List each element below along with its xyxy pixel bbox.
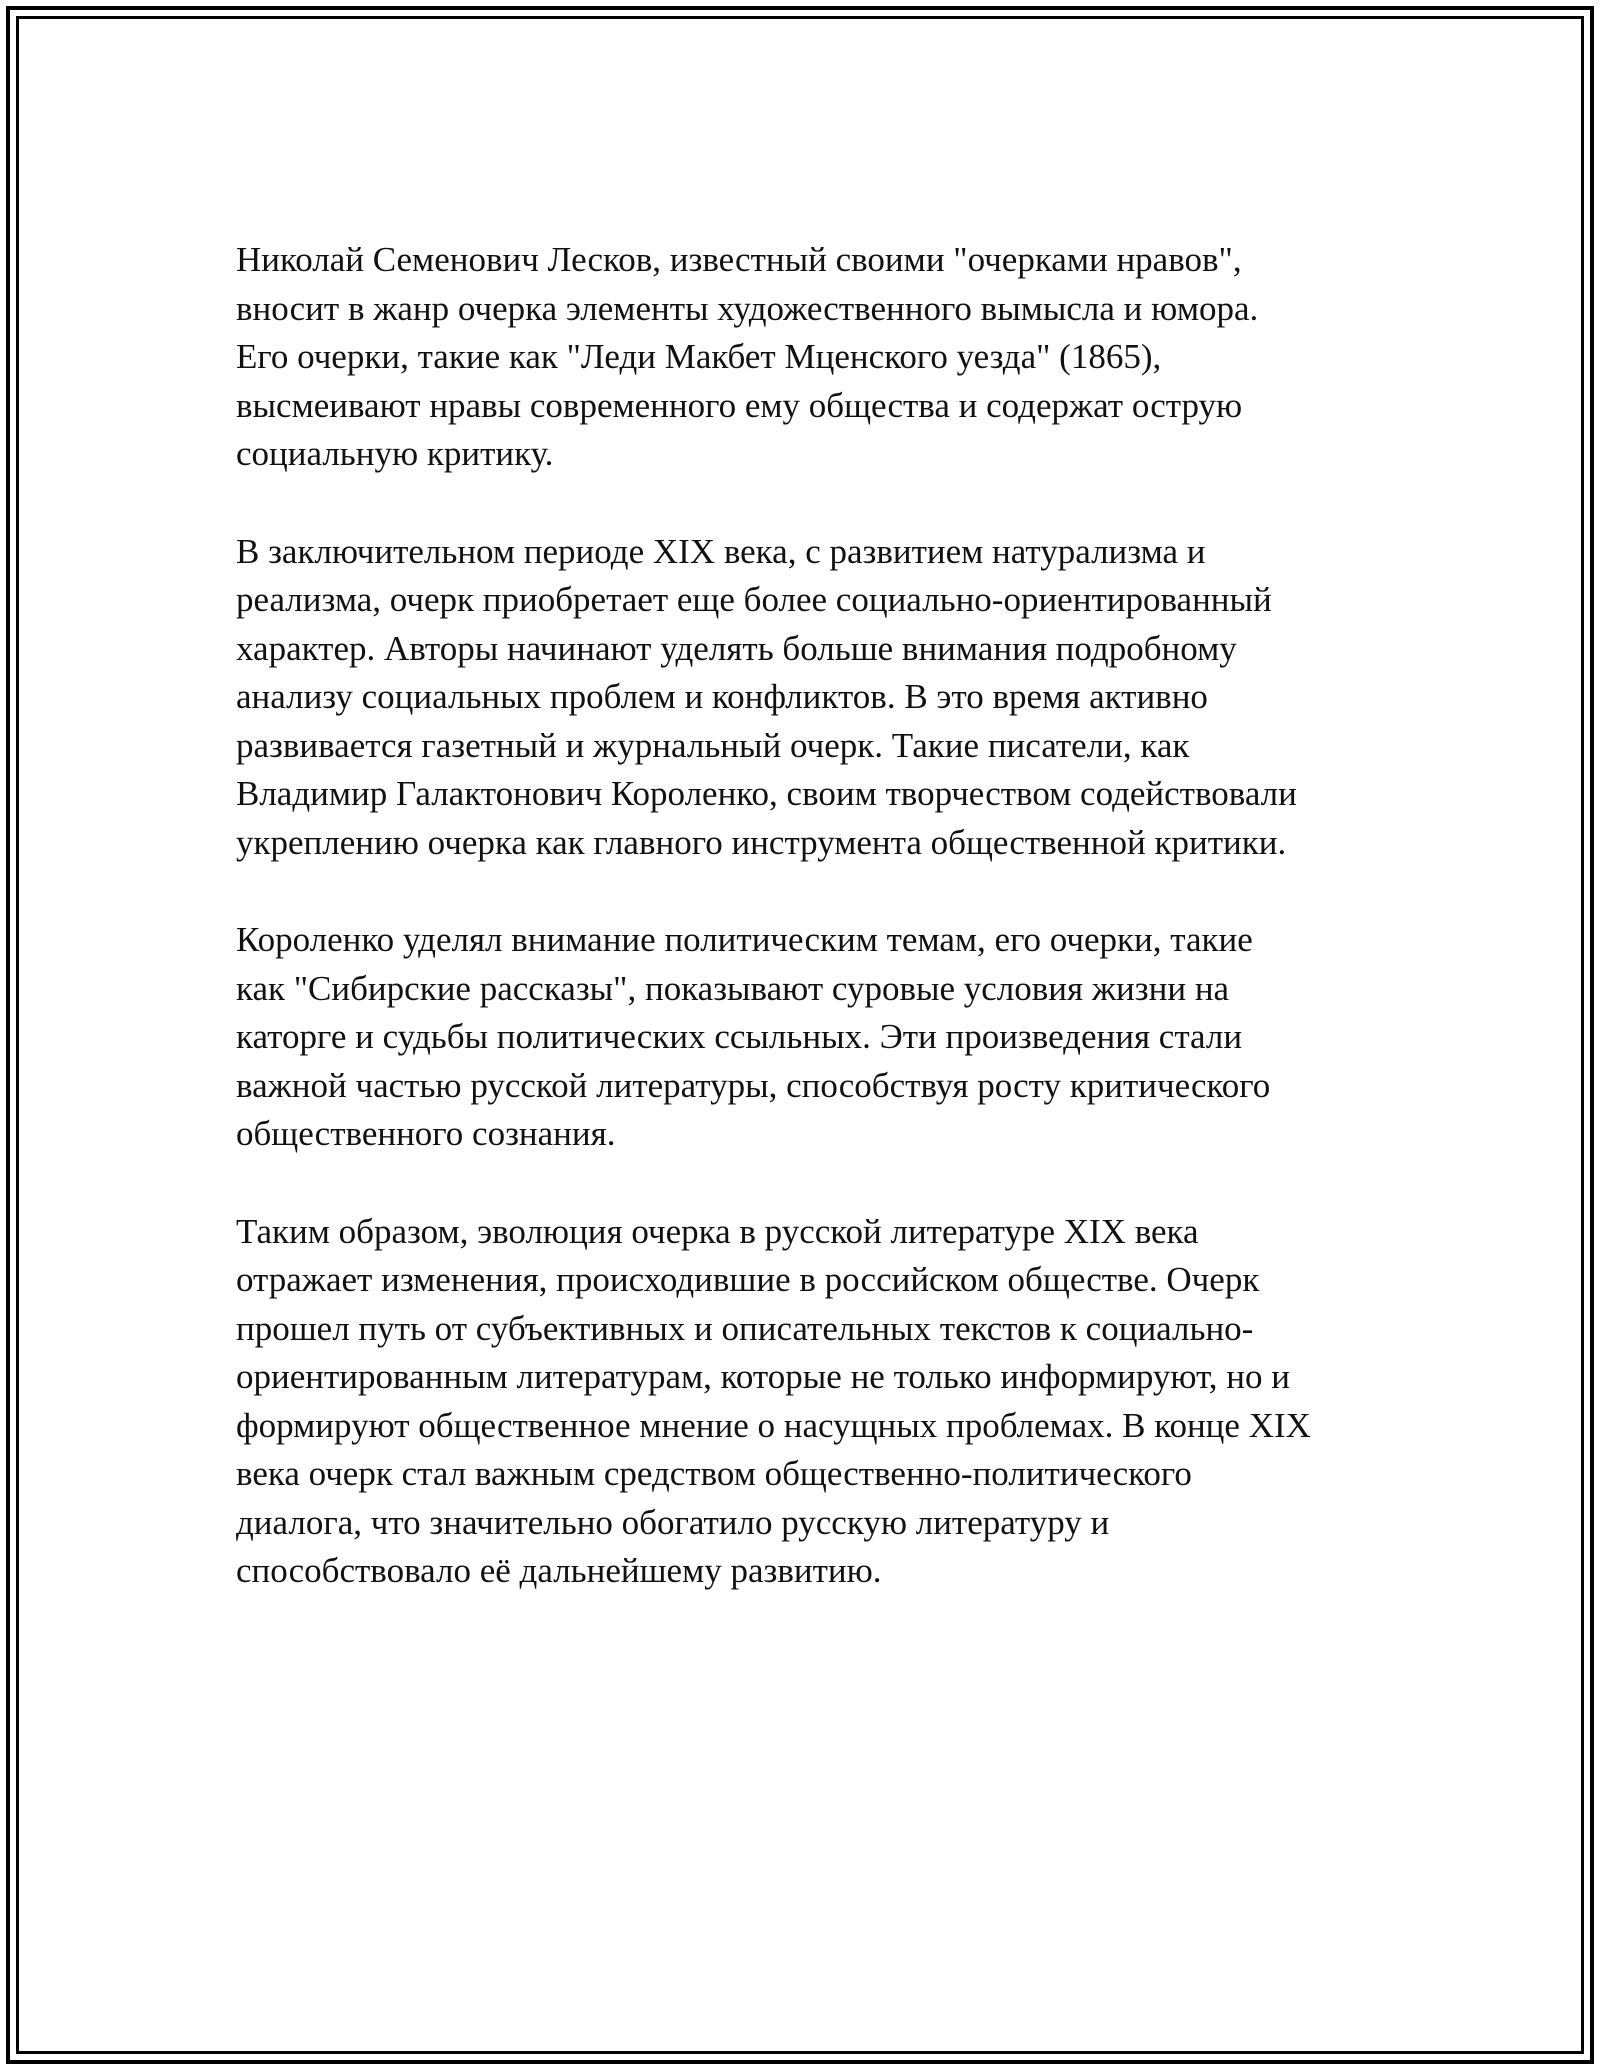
text-line: способствовало её дальнейшему развитию.: [236, 1551, 882, 1590]
text-line: общественного сознания.: [236, 1114, 616, 1153]
text-line: вносит в жанр очерка элементы художественного вымысла и юмора.: [236, 288, 1259, 328]
text-line: прошел путь от субъективных и описательных текстов к социально-: [236, 1308, 1254, 1348]
text-line: Николай Семенович Лесков, известный своими "очерками нравов",: [236, 240, 1242, 279]
text-line: Его очерки, такие как "Леди Макбет Мценского уезда" (1865),: [236, 337, 1162, 376]
text-line: социальную критику.: [236, 434, 554, 473]
paragraph-korolenko: [236, 916, 1386, 1159]
text-line: характер. Авторы начинают уделять больше внимания подробному: [236, 628, 1237, 668]
text-line: Таким образом, эволюция очерка в русской литературе XIX века: [236, 1211, 1199, 1251]
paragraph-conclusion: [236, 1208, 1386, 1596]
text-line: анализу социальных проблем и конфликтов. В это время активно: [236, 677, 1208, 716]
text-line: каторге и судьбы политических ссыльных. Эти произведения стали: [236, 1017, 1243, 1056]
text-line: века очерк стал важным средством общественно-политического: [236, 1454, 1192, 1493]
text-line: реализма, очерк приобретает еще более социально-ориентированный: [236, 580, 1272, 619]
paragraph-late-xix: [236, 528, 1386, 868]
text-line: укреплению очерка как главного инструмента общественной критики.: [236, 822, 1287, 862]
document-body: [236, 236, 1386, 1596]
text-line: Владимир Галактонович Короленко, своим творчеством содействовали: [236, 774, 1297, 813]
text-line: ориентированным литературам, которые не только информируют, но и: [236, 1357, 1290, 1396]
text-line: как "Сибирские рассказы", показывают суровые условия жизни на: [236, 968, 1230, 1008]
text-line: развивается газетный и журнальный очерк. Такие писатели, как: [236, 725, 1190, 765]
text-line: В заключительном периоде XIX века, с развитием натурализма и: [236, 531, 1206, 571]
text-line: Короленко уделял внимание политическим темам, его очерки, такие: [236, 920, 1253, 959]
text-line: отражает изменения, происходившие в российском обществе. Очерк: [236, 1260, 1260, 1299]
text-line: диалога, что значительно обогатило русскую литературу и: [236, 1502, 1110, 1542]
text-line: высмеивают нравы современного ему общества и содержат острую: [236, 385, 1243, 425]
text-line: формируют общественное мнение о насущных проблемах. В конце XIX: [236, 1405, 1311, 1445]
paragraph-leskov: [236, 236, 1386, 479]
text-line: важной частью русской литературы, способствуя росту критического: [236, 1065, 1271, 1105]
